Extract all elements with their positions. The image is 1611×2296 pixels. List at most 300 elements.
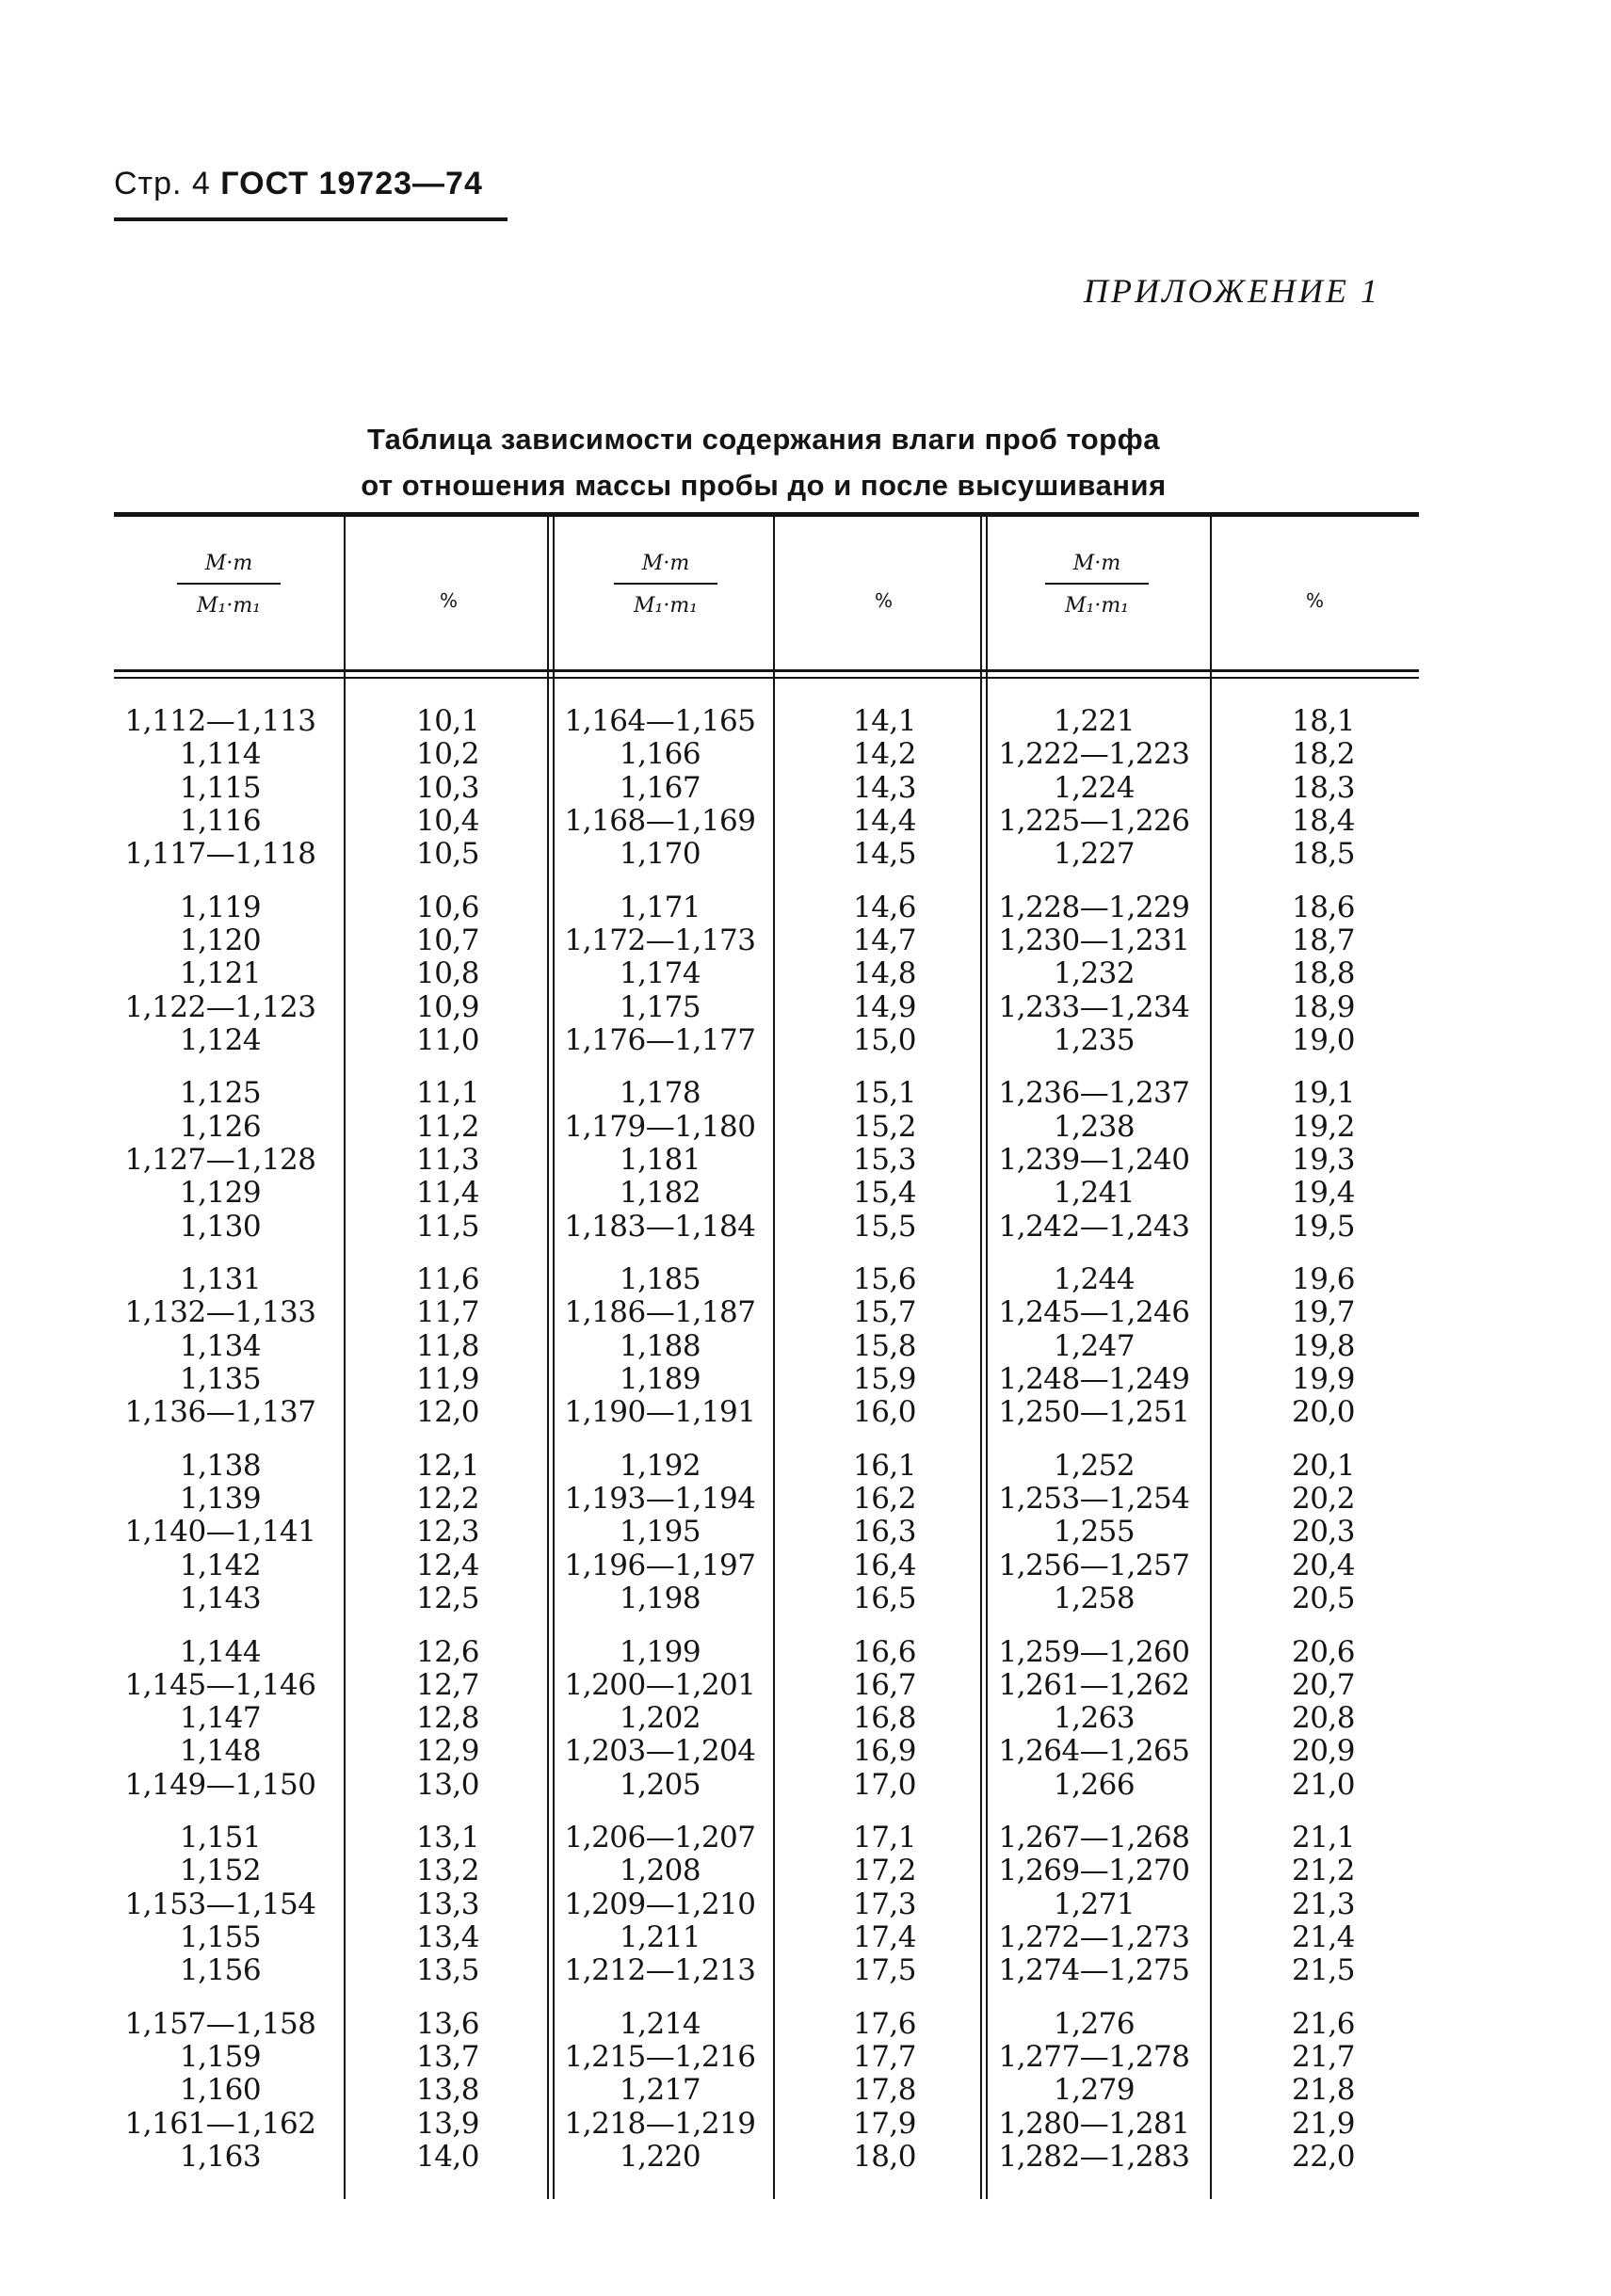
mass-ratio-cell: 1,163 <box>179 2140 262 2175</box>
table-row <box>114 991 1419 1024</box>
moisture-percent-cell: 12,0 <box>415 1395 479 1430</box>
mass-ratio-cell: 1,282—1,283 <box>998 2140 1190 2175</box>
mass-ratio-cell: 1,147 <box>179 1701 262 1736</box>
mass-ratio-cell: 1,176—1,177 <box>564 1022 756 1057</box>
mass-ratio-cell: 1,183—1,184 <box>564 1209 756 1244</box>
moisture-percent-cell: 16,4 <box>852 1548 916 1582</box>
mass-ratio-cell: 1,239—1,240 <box>998 1142 1190 1177</box>
moisture-percent-cell: 11,6 <box>415 1262 479 1297</box>
mass-ratio-cell: 1,132—1,133 <box>124 1295 316 1330</box>
mass-ratio-cell: 1,209—1,210 <box>564 1887 756 1921</box>
moisture-percent-cell: 14,4 <box>852 803 916 838</box>
mass-ratio-cell: 1,151 <box>179 1821 262 1855</box>
mass-ratio-cell: 1,149—1,150 <box>124 1767 316 1802</box>
mass-ratio-cell: 1,145—1,146 <box>124 1667 316 1702</box>
moisture-percent-cell: 14,3 <box>852 770 916 805</box>
moisture-percent-cell: 10,5 <box>415 837 479 872</box>
moisture-percent-cell: 14,6 <box>852 890 916 924</box>
page-number: Стр. 4 <box>114 166 211 201</box>
mass-ratio-cell: 1,221 <box>1053 704 1136 738</box>
table-row <box>114 1921 1419 1954</box>
moisture-percent-cell: 13,2 <box>415 1854 479 1888</box>
mass-ratio-cell: 1,134 <box>179 1328 262 1363</box>
moisture-percent-cell: 10,8 <box>415 956 479 991</box>
moisture-percent-cell: 16,8 <box>852 1701 916 1736</box>
mass-ratio-cell: 1,181 <box>619 1142 701 1177</box>
moisture-percent-cell: 13,3 <box>415 1887 479 1921</box>
moisture-percent-cell: 16,9 <box>852 1734 916 1769</box>
mass-ratio-cell: 1,142 <box>179 1548 262 1582</box>
table-row <box>114 1077 1419 1110</box>
moisture-percent-cell: 15,1 <box>852 1076 916 1111</box>
moisture-percent-cell: 18,9 <box>1291 989 1355 1024</box>
mass-ratio-cell: 1,242—1,243 <box>998 1209 1190 1244</box>
moisture-percent-cell: 11,9 <box>415 1361 479 1396</box>
mass-ratio-cell: 1,261—1,262 <box>998 1667 1190 1702</box>
table-row <box>114 2074 1419 2107</box>
mass-ratio-cell: 1,182 <box>619 1176 701 1211</box>
moisture-percent-cell: 13,0 <box>415 1767 479 1802</box>
moisture-percent-cell: 17,0 <box>852 1767 916 1802</box>
mass-ratio-cell: 1,212—1,213 <box>564 1953 756 1988</box>
table-row <box>114 838 1419 871</box>
table-row <box>114 1669 1419 1702</box>
mass-ratio-cell: 1,138 <box>179 1448 262 1483</box>
moisture-percent-cell: 17,2 <box>852 1854 916 1888</box>
moisture-percent-cell: 20,9 <box>1291 1734 1355 1769</box>
table-row <box>114 1296 1419 1329</box>
moisture-percent-cell: 17,9 <box>852 2106 916 2141</box>
mass-ratio-cell: 1,279 <box>1053 2073 1136 2108</box>
mass-ratio-cell: 1,225—1,226 <box>998 803 1190 838</box>
moisture-percent-cell: 17,7 <box>852 2040 916 2075</box>
moisture-percent-cell: 17,8 <box>852 2073 916 2108</box>
mass-ratio-cell: 1,129 <box>179 1176 262 1211</box>
mass-ratio-cell: 1,200—1,201 <box>564 1667 756 1702</box>
moisture-percent-cell: 12,9 <box>415 1734 479 1769</box>
mass-ratio-cell: 1,264—1,265 <box>998 1734 1190 1769</box>
mass-ratio-cell: 1,153—1,154 <box>124 1887 316 1921</box>
moisture-percent-cell: 15,7 <box>852 1295 916 1330</box>
fraction-bar <box>1045 583 1149 585</box>
mass-ratio-cell: 1,241 <box>1053 1176 1136 1211</box>
moisture-percent-cell: 16,5 <box>852 1581 916 1615</box>
mass-ratio-cell: 1,222—1,223 <box>998 737 1190 772</box>
moisture-percent-cell: 15,0 <box>852 1022 916 1057</box>
mass-ratio-cell: 1,157—1,158 <box>124 2006 316 2041</box>
mass-ratio-cell: 1,114 <box>179 737 262 772</box>
mass-ratio-cell: 1,215—1,216 <box>564 2040 756 2075</box>
mass-ratio-cell: 1,121 <box>179 956 262 991</box>
table-row <box>114 2141 1419 2174</box>
mass-ratio-cell: 1,224 <box>1053 770 1136 805</box>
table-row <box>114 1954 1419 1987</box>
table-title-line-2: от отношения массы пробы до и после высушивания <box>361 469 1167 502</box>
mass-ratio-cell: 1,199 <box>619 1634 701 1669</box>
moisture-percent-cell: 21,9 <box>1291 2106 1355 2141</box>
mass-ratio-cell: 1,230—1,231 <box>998 923 1190 957</box>
percent-header-2: % <box>875 589 894 612</box>
mass-ratio-cell: 1,272—1,273 <box>998 1920 1190 1955</box>
moisture-percent-cell: 21,4 <box>1291 1920 1355 1955</box>
mass-ratio-cell: 1,170 <box>619 837 701 872</box>
ratio-denominator: M₁·m₁ <box>1064 594 1130 618</box>
moisture-percent-cell: 15,9 <box>852 1361 916 1396</box>
moisture-percent-cell: 11,1 <box>415 1076 479 1111</box>
mass-ratio-cell: 1,244 <box>1053 1262 1136 1297</box>
mass-ratio-cell: 1,172—1,173 <box>564 923 756 957</box>
moisture-percent-cell: 19,7 <box>1291 1295 1355 1330</box>
table-row <box>114 1769 1419 1802</box>
moisture-percent-cell: 12,1 <box>415 1448 479 1483</box>
table-row <box>114 1483 1419 1516</box>
table-row <box>114 1111 1419 1144</box>
ratio-header-3 <box>1040 552 1153 618</box>
table-row <box>114 1702 1419 1735</box>
mass-ratio-cell: 1,136—1,137 <box>124 1395 316 1430</box>
moisture-percent-cell: 19,2 <box>1291 1109 1355 1144</box>
ratio-header-2 <box>609 552 722 618</box>
moisture-percent-cell: 21,2 <box>1291 1854 1355 1888</box>
moisture-percent-cell: 10,3 <box>415 770 479 805</box>
moisture-percent-cell: 15,6 <box>852 1262 916 1297</box>
percent-header-3: % <box>1306 589 1325 612</box>
table-row <box>114 1450 1419 1483</box>
moisture-percent-cell: 12,4 <box>415 1548 479 1582</box>
table-row <box>114 1363 1419 1396</box>
table-row <box>114 738 1419 771</box>
moisture-percent-cell: 17,3 <box>852 1887 916 1921</box>
ratio-denominator: M₁·m₁ <box>633 594 699 618</box>
moisture-percent-cell: 11,7 <box>415 1295 479 1330</box>
moisture-percent-cell: 13,6 <box>415 2006 479 2041</box>
mass-ratio-cell: 1,248—1,249 <box>998 1361 1190 1396</box>
table-row <box>114 1024 1419 1057</box>
header-bottom-rule-double <box>114 677 1419 679</box>
table-row <box>114 1888 1419 1921</box>
moisture-percent-cell: 18,6 <box>1291 890 1355 924</box>
moisture-percent-cell: 16,7 <box>852 1667 916 1702</box>
moisture-percent-cell: 11,5 <box>415 1209 479 1244</box>
ratio-numerator: M·m <box>204 552 253 575</box>
moisture-percent-cell: 18,4 <box>1291 803 1355 838</box>
table-row <box>114 924 1419 957</box>
moisture-percent-cell: 11,3 <box>415 1142 479 1177</box>
mass-ratio-cell: 1,186—1,187 <box>564 1295 756 1330</box>
mass-ratio-cell: 1,171 <box>619 890 701 924</box>
moisture-percent-cell: 13,8 <box>415 2073 479 2108</box>
table-top-rule <box>114 512 1419 517</box>
moisture-percent-cell: 21,1 <box>1291 1821 1355 1855</box>
mass-ratio-cell: 1,247 <box>1053 1328 1136 1363</box>
moisture-percent-cell: 19,8 <box>1291 1328 1355 1363</box>
moisture-percent-cell: 13,9 <box>415 2106 479 2141</box>
moisture-percent-cell: 21,8 <box>1291 2073 1355 2108</box>
header-rule <box>114 217 507 221</box>
ratio-numerator: M·m <box>641 552 690 575</box>
ratio-numerator: M·m <box>1072 552 1121 575</box>
mass-ratio-cell: 1,116 <box>179 803 262 838</box>
mass-ratio-cell: 1,160 <box>179 2073 262 2108</box>
mass-ratio-cell: 1,189 <box>619 1361 701 1396</box>
moisture-percent-cell: 17,4 <box>852 1920 916 1955</box>
table-row <box>114 772 1419 805</box>
moisture-percent-cell: 14,7 <box>852 923 916 957</box>
moisture-percent-cell: 10,2 <box>415 737 479 772</box>
table-row <box>114 1735 1419 1768</box>
mass-ratio-cell: 1,117—1,118 <box>124 837 316 872</box>
moisture-percent-cell: 19,0 <box>1291 1022 1355 1057</box>
mass-ratio-cell: 1,164—1,165 <box>564 704 756 738</box>
mass-ratio-cell: 1,269—1,270 <box>998 1854 1190 1888</box>
moisture-percent-cell: 15,3 <box>852 1142 916 1177</box>
moisture-percent-cell: 15,8 <box>852 1328 916 1363</box>
moisture-percent-cell: 12,2 <box>415 1482 479 1517</box>
mass-ratio-cell: 1,202 <box>619 1701 701 1736</box>
mass-ratio-cell: 1,112—1,113 <box>124 704 316 738</box>
mass-ratio-cell: 1,115 <box>179 770 262 805</box>
header-bottom-rule <box>114 669 1419 672</box>
moisture-percent-cell: 19,1 <box>1291 1076 1355 1111</box>
moisture-percent-cell: 15,4 <box>852 1176 916 1211</box>
page-header <box>114 166 483 202</box>
moisture-percent-cell: 20,5 <box>1291 1581 1355 1615</box>
moisture-percent-cell: 16,3 <box>852 1515 916 1549</box>
mass-ratio-cell: 1,178 <box>619 1076 701 1111</box>
mass-ratio-cell: 1,135 <box>179 1361 262 1396</box>
moisture-percent-cell: 20,3 <box>1291 1515 1355 1549</box>
moisture-percent-cell: 15,5 <box>852 1209 916 1244</box>
moisture-percent-cell: 18,1 <box>1291 704 1355 738</box>
moisture-percent-cell: 14,0 <box>415 2140 479 2175</box>
table-row <box>114 1549 1419 1582</box>
mass-ratio-cell: 1,250—1,251 <box>998 1395 1190 1430</box>
mass-ratio-cell: 1,152 <box>179 1854 262 1888</box>
moisture-percent-cell: 12,8 <box>415 1701 479 1736</box>
mass-ratio-cell: 1,271 <box>1053 1887 1136 1921</box>
moisture-percent-cell: 20,1 <box>1291 1448 1355 1483</box>
mass-ratio-cell: 1,253—1,254 <box>998 1482 1190 1517</box>
moisture-percent-cell: 12,6 <box>415 1634 479 1669</box>
table-title <box>114 416 1413 508</box>
ratio-header-1 <box>172 552 285 618</box>
moisture-percent-cell: 17,1 <box>852 1821 916 1855</box>
mass-ratio-cell: 1,259—1,260 <box>998 1634 1190 1669</box>
table-row <box>114 1144 1419 1177</box>
moisture-percent-cell: 21,0 <box>1291 1767 1355 1802</box>
mass-ratio-cell: 1,120 <box>179 923 262 957</box>
mass-ratio-cell: 1,125 <box>179 1076 262 1111</box>
mass-ratio-cell: 1,195 <box>619 1515 701 1549</box>
moisture-percent-cell: 19,3 <box>1291 1142 1355 1177</box>
moisture-percent-cell: 17,6 <box>852 2006 916 2041</box>
moisture-percent-cell: 11,0 <box>415 1022 479 1057</box>
moisture-percent-cell: 14,5 <box>852 837 916 872</box>
moisture-percent-cell: 13,7 <box>415 2040 479 2075</box>
mass-ratio-cell: 1,139 <box>179 1482 262 1517</box>
mass-ratio-cell: 1,232 <box>1053 956 1136 991</box>
mass-ratio-cell: 1,143 <box>179 1581 262 1615</box>
table-row <box>114 1330 1419 1363</box>
mass-ratio-cell: 1,192 <box>619 1448 701 1483</box>
moisture-percent-cell: 10,6 <box>415 890 479 924</box>
moisture-percent-cell: 10,1 <box>415 704 479 738</box>
moisture-percent-cell: 11,4 <box>415 1176 479 1211</box>
moisture-percent-cell: 19,9 <box>1291 1361 1355 1396</box>
table-row <box>114 1211 1419 1244</box>
mass-ratio-cell: 1,267—1,268 <box>998 1821 1190 1855</box>
moisture-table <box>114 512 1419 2199</box>
fraction-bar <box>177 583 281 585</box>
mass-ratio-cell: 1,193—1,194 <box>564 1482 756 1517</box>
mass-ratio-cell: 1,235 <box>1053 1022 1136 1057</box>
moisture-percent-cell: 18,2 <box>1291 737 1355 772</box>
mass-ratio-cell: 1,238 <box>1053 1109 1136 1144</box>
mass-ratio-cell: 1,258 <box>1053 1581 1136 1615</box>
moisture-percent-cell: 10,9 <box>415 989 479 1024</box>
mass-ratio-cell: 1,274—1,275 <box>998 1953 1190 1988</box>
moisture-percent-cell: 11,8 <box>415 1328 479 1363</box>
mass-ratio-cell: 1,277—1,278 <box>998 2040 1190 2075</box>
mass-ratio-cell: 1,155 <box>179 1920 262 1955</box>
mass-ratio-cell: 1,218—1,219 <box>564 2106 756 2141</box>
moisture-percent-cell: 18,5 <box>1291 837 1355 872</box>
moisture-percent-cell: 13,1 <box>415 1821 479 1855</box>
mass-ratio-cell: 1,166 <box>619 737 701 772</box>
mass-ratio-cell: 1,126 <box>179 1109 262 1144</box>
moisture-percent-cell: 17,5 <box>852 1953 916 1988</box>
mass-ratio-cell: 1,144 <box>179 1634 262 1669</box>
mass-ratio-cell: 1,276 <box>1053 2006 1136 2041</box>
moisture-percent-cell: 21,3 <box>1291 1887 1355 1921</box>
moisture-percent-cell: 20,0 <box>1291 1395 1355 1430</box>
moisture-percent-cell: 20,7 <box>1291 1667 1355 1702</box>
mass-ratio-cell: 1,140—1,141 <box>124 1515 316 1549</box>
moisture-percent-cell: 18,7 <box>1291 923 1355 957</box>
mass-ratio-cell: 1,198 <box>619 1581 701 1615</box>
moisture-percent-cell: 12,5 <box>415 1581 479 1615</box>
moisture-percent-cell: 16,2 <box>852 1482 916 1517</box>
moisture-percent-cell: 16,0 <box>852 1395 916 1430</box>
table-row <box>114 957 1419 990</box>
mass-ratio-cell: 1,263 <box>1053 1701 1136 1736</box>
moisture-percent-cell: 16,1 <box>852 1448 916 1483</box>
moisture-percent-cell: 19,5 <box>1291 1209 1355 1244</box>
moisture-percent-cell: 14,1 <box>852 704 916 738</box>
moisture-percent-cell: 20,4 <box>1291 1548 1355 1582</box>
mass-ratio-cell: 1,119 <box>179 890 262 924</box>
mass-ratio-cell: 1,233—1,234 <box>998 989 1190 1024</box>
moisture-percent-cell: 16,6 <box>852 1634 916 1669</box>
moisture-percent-cell: 14,9 <box>852 989 916 1024</box>
mass-ratio-cell: 1,179—1,180 <box>564 1109 756 1144</box>
mass-ratio-cell: 1,220 <box>619 2140 701 2175</box>
mass-ratio-cell: 1,205 <box>619 1767 701 1802</box>
fraction-bar <box>614 583 717 585</box>
moisture-percent-cell: 13,4 <box>415 1920 479 1955</box>
moisture-percent-cell: 12,3 <box>415 1515 479 1549</box>
mass-ratio-cell: 1,266 <box>1053 1767 1136 1802</box>
moisture-percent-cell: 11,2 <box>415 1109 479 1144</box>
appendix-label: ПРИЛОЖЕНИЕ 1 <box>1084 272 1380 310</box>
mass-ratio-cell: 1,190—1,191 <box>564 1395 756 1430</box>
moisture-percent-cell: 22,0 <box>1291 2140 1355 2175</box>
mass-ratio-cell: 1,167 <box>619 770 701 805</box>
table-row <box>114 705 1419 738</box>
table-row <box>114 1582 1419 1615</box>
mass-ratio-cell: 1,148 <box>179 1734 262 1769</box>
table-row <box>114 891 1419 924</box>
moisture-percent-cell: 18,8 <box>1291 956 1355 991</box>
table-row <box>114 1396 1419 1429</box>
mass-ratio-cell: 1,174 <box>619 956 701 991</box>
table-title-line-1: Таблица зависимости содержания влаги проб торфа <box>367 423 1160 456</box>
moisture-percent-cell: 10,7 <box>415 923 479 957</box>
mass-ratio-cell: 1,124 <box>179 1022 262 1057</box>
moisture-percent-cell: 18,3 <box>1291 770 1355 805</box>
mass-ratio-cell: 1,280—1,281 <box>998 2106 1190 2141</box>
moisture-percent-cell: 20,8 <box>1291 1701 1355 1736</box>
mass-ratio-cell: 1,206—1,207 <box>564 1821 756 1855</box>
table-row <box>114 2108 1419 2141</box>
mass-ratio-cell: 1,245—1,246 <box>998 1295 1190 1330</box>
moisture-percent-cell: 21,5 <box>1291 1953 1355 1988</box>
table-row <box>114 2041 1419 2074</box>
mass-ratio-cell: 1,227 <box>1053 837 1136 872</box>
mass-ratio-cell: 1,168—1,169 <box>564 803 756 838</box>
table-row <box>114 1822 1419 1854</box>
mass-ratio-cell: 1,196—1,197 <box>564 1548 756 1582</box>
moisture-percent-cell: 21,7 <box>1291 2040 1355 2075</box>
moisture-percent-cell: 10,4 <box>415 803 479 838</box>
table-row <box>114 805 1419 838</box>
mass-ratio-cell: 1,130 <box>179 1209 262 1244</box>
moisture-percent-cell: 19,6 <box>1291 1262 1355 1297</box>
mass-ratio-cell: 1,175 <box>619 989 701 1024</box>
moisture-percent-cell: 13,5 <box>415 1953 479 1988</box>
table-row <box>114 1854 1419 1887</box>
table-row <box>114 1263 1419 1296</box>
mass-ratio-cell: 1,159 <box>179 2040 262 2075</box>
mass-ratio-cell: 1,255 <box>1053 1515 1136 1549</box>
mass-ratio-cell: 1,185 <box>619 1262 701 1297</box>
mass-ratio-cell: 1,211 <box>619 1920 701 1955</box>
mass-ratio-cell: 1,131 <box>179 1262 262 1297</box>
mass-ratio-cell: 1,122—1,123 <box>124 989 316 1024</box>
table-row <box>114 1516 1419 1549</box>
moisture-percent-cell: 15,2 <box>852 1109 916 1144</box>
moisture-percent-cell: 20,2 <box>1291 1482 1355 1517</box>
table-row <box>114 1636 1419 1669</box>
table-row <box>114 2008 1419 2041</box>
mass-ratio-cell: 1,236—1,237 <box>998 1076 1190 1111</box>
standard-number: ГОСТ 19723—74 <box>220 166 483 201</box>
mass-ratio-cell: 1,228—1,229 <box>998 890 1190 924</box>
moisture-percent-cell: 18,0 <box>852 2140 916 2175</box>
mass-ratio-cell: 1,256—1,257 <box>998 1548 1190 1582</box>
mass-ratio-cell: 1,203—1,204 <box>564 1734 756 1769</box>
moisture-percent-cell: 19,4 <box>1291 1176 1355 1211</box>
moisture-percent-cell: 14,2 <box>852 737 916 772</box>
mass-ratio-cell: 1,214 <box>619 2006 701 2041</box>
mass-ratio-cell: 1,252 <box>1053 1448 1136 1483</box>
moisture-percent-cell: 12,7 <box>415 1667 479 1702</box>
moisture-percent-cell: 14,8 <box>852 956 916 991</box>
percent-header-1: % <box>440 589 459 612</box>
mass-ratio-cell: 1,156 <box>179 1953 262 1988</box>
table-row <box>114 1177 1419 1210</box>
mass-ratio-cell: 1,161—1,162 <box>124 2106 316 2141</box>
